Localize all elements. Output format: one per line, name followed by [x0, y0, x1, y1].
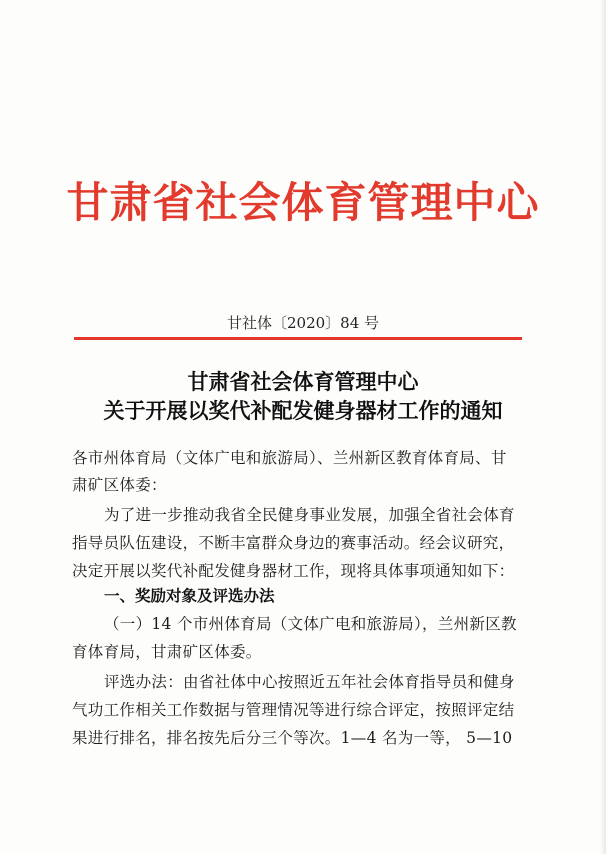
item-1-line-2: 育体育局，甘肃矿区体委。 — [72, 643, 262, 661]
red-separator-line — [74, 337, 522, 340]
paragraph-1-line-1: 为了进一步推动我省全民健身事业发展，加强全省社会体育 — [104, 506, 515, 524]
method-line-2: 气功工作相关工作数据与管理情况等进行综合评定，按照评定结 — [72, 701, 515, 719]
agency-red-header: 甘肃省社会体育管理中心 — [66, 178, 540, 227]
addressee-line-2: 肃矿区体委： — [72, 476, 167, 494]
title-line-2: 关于开展以奖代补配发健身器材工作的通知 — [103, 398, 503, 423]
method-line-3: 果进行排名，排名按先后分三个等次。1—4 名为一等， 5—10 — [72, 729, 513, 747]
method-line-1: 评选办法：由省社体中心按照近五年社会体育指导员和健身 — [104, 673, 515, 691]
section-1-heading: 一、奖励对象及评选办法 — [104, 587, 275, 605]
paragraph-1-line-3: 决定开展以奖代补配发健身器材工作，现将具体事项通知如下： — [72, 562, 515, 580]
document-number: 甘社体〔2020〕84 号 — [226, 314, 380, 332]
addressee-line-1: 各市州体育局（文体广电和旅游局）、兰州新区教育体育局、甘 — [72, 449, 507, 467]
item-1-line-1: （一）14 个市州体育局（文体广电和旅游局），兰州新区教 — [104, 615, 517, 633]
title-line-1: 甘肃省社会体育管理中心 — [187, 369, 419, 394]
page-edge-shadow — [600, 0, 606, 854]
paragraph-1-line-2: 指导员队伍建设，不断丰富群众身边的赛事活动。经会议研究， — [72, 534, 515, 552]
